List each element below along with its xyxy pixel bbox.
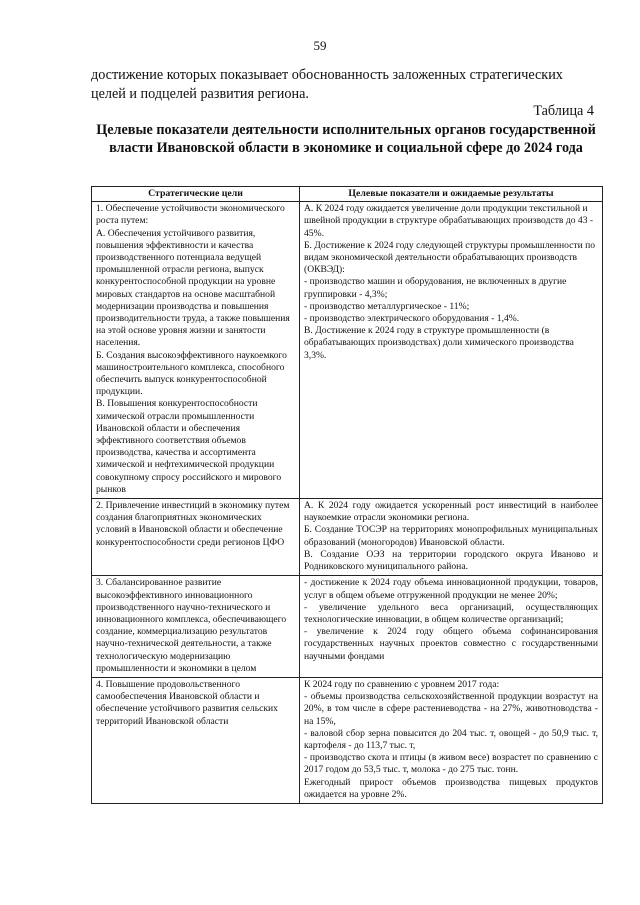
result-line: - объемы производства сельскохозяйственной продукции возрастут на 20%, в том числе в сфере растениеводства - на 27%, животноводства - на 15%, (304, 691, 598, 727)
header-strategic-goals: Стратегические цели (92, 187, 300, 202)
result-line: - увеличение к 2024 году общего объема софинансирования государственных научных проектов совместно с государственными научными фондами (304, 626, 598, 662)
goal-line: Б. Создания высокоэффективного наукоемкого машиностроительного комплекса, способного обеспечить выпуск конкурентоспособной продукции. (96, 349, 287, 398)
table-row (92, 499, 603, 576)
result-line: В. Достижение к 2024 году в структуре промышленности (в обрабатывающих производствах) доли химического производства 3,3%. (304, 325, 574, 361)
result-line: - достижение к 2024 году объема инновационной продукции, товаров, услуг в общем объеме отгруженной продукции не менее 20%; (304, 577, 598, 601)
goal-line: 2. Привлечение инвестиций в экономику путем создания благоприятных экономических условий в Ивановской области и обеспечение конкурентоспособности среди регионов ЦФО (96, 500, 290, 548)
goal-cell (92, 576, 300, 678)
results-cell (300, 499, 603, 576)
intro-paragraph: достижение которых показывает обоснованность заложенных стратегических целей и подцелей развития региона. (91, 67, 563, 102)
result-line: А. К 2024 году ожидается ускоренный рост инвестиций в наиболее наукоемкие отрасли экономики региона. (304, 500, 598, 524)
table-row (92, 677, 603, 803)
result-line: Б. Создание ТОСЭР на территориях монопрофильных муниципальных образований (моногородов) Ивановской области. (304, 524, 598, 548)
result-line: - валовой сбор зерна повысится до 204 тыс. т, овощей - до 50,9 тыс. т, картофеля - до 113,7 тыс. т, (304, 727, 598, 751)
table-row (92, 202, 603, 499)
result-line: - производство машин и оборудования, не включенных в другие группировки - 4,3%; (304, 276, 567, 300)
goal-line: 3. Сбалансированное развитие высокоэффективного инновационного производственного научно-технического и инновационного комплекса, обеспечивающего создание, коммерциализацию результатов научно-технической деятельности, а также технологическую модернизацию промышленности и экономики в целом (96, 577, 287, 674)
result-line: Ежегодный прирост объемов производства пищевых продуктов ожидается на уровне 2%. (304, 776, 598, 800)
goal-cell (92, 499, 300, 576)
header-target-indicators: Целевые показатели и ожидаемые результаты (300, 187, 603, 202)
result-line: К 2024 году по сравнению с уровнем 2017 года: (304, 678, 500, 690)
result-line: - производство скота и птицы (в живом весе) возрастет по сравнению с 2017 годом до 53,5 тыс. т, молока - до 275 тыс. тонн. (304, 752, 598, 776)
table-header-row (92, 187, 603, 202)
goal-cell (92, 677, 300, 803)
page-number: 59 (313, 38, 327, 53)
result-line: - производство электрического оборудования - 1,4%. (304, 313, 520, 325)
table-title: Целевые показатели деятельности исполнительных органов государственной власти Ивановской области в экономике и социальной сфере до 2024 года (96, 122, 596, 156)
goal-line: А. Обеспечения устойчивого развития, повышения эффективности и качества производственного потенциала ведущей промышленной отрасли региона, выпуск конкурентоспособной продукции на уровне мировых стандартов на основе масштабной модернизации производства и повышения производительности труда, а также повышения на этой основе уровня жизни и занятости населения. (96, 227, 290, 349)
result-line: Б. Достижение к 2024 году следующей структуры промышленности по видам экономической деятельности обрабатывающих производств (ОКВЭД): (304, 239, 596, 276)
targets-table (91, 186, 603, 804)
goal-line: В. Повышения конкурентоспособности химической отрасли промышленности Ивановской области и обеспечения эффективного соответствия объемов производства, качества и ассортимента химической и нефтехимической продукции совокупному спросу российского и мирового рынков (96, 398, 282, 495)
table-label: Таблица 4 (533, 103, 594, 119)
result-line: А. К 2024 году ожидается увеличение доли продукции текстильной и швейной продукции в структуре обрабатывающих производств до 43 - 45%. (304, 203, 594, 239)
result-line: - увеличение удельного веса организаций, осуществляющих технологические инновации, в общем количестве организаций; (304, 601, 598, 625)
result-line: В. Создание ОЭЗ на территории городского округа Иваново и Родниковского муниципального района. (304, 548, 598, 573)
results-cell (300, 202, 603, 499)
goal-line: 1. Обеспечение устойчивости экономического роста путем: (96, 203, 285, 227)
table-row (92, 576, 603, 678)
results-cell (300, 677, 603, 803)
result-line: - производство металлургическое - 11%; (304, 300, 470, 312)
goal-cell (92, 202, 300, 499)
goal-line: 4. Повышение продовольственного самообеспечения Ивановской области и обеспечение устойчивого развития сельских территорий Ивановской области (96, 678, 278, 727)
results-cell (300, 576, 603, 678)
